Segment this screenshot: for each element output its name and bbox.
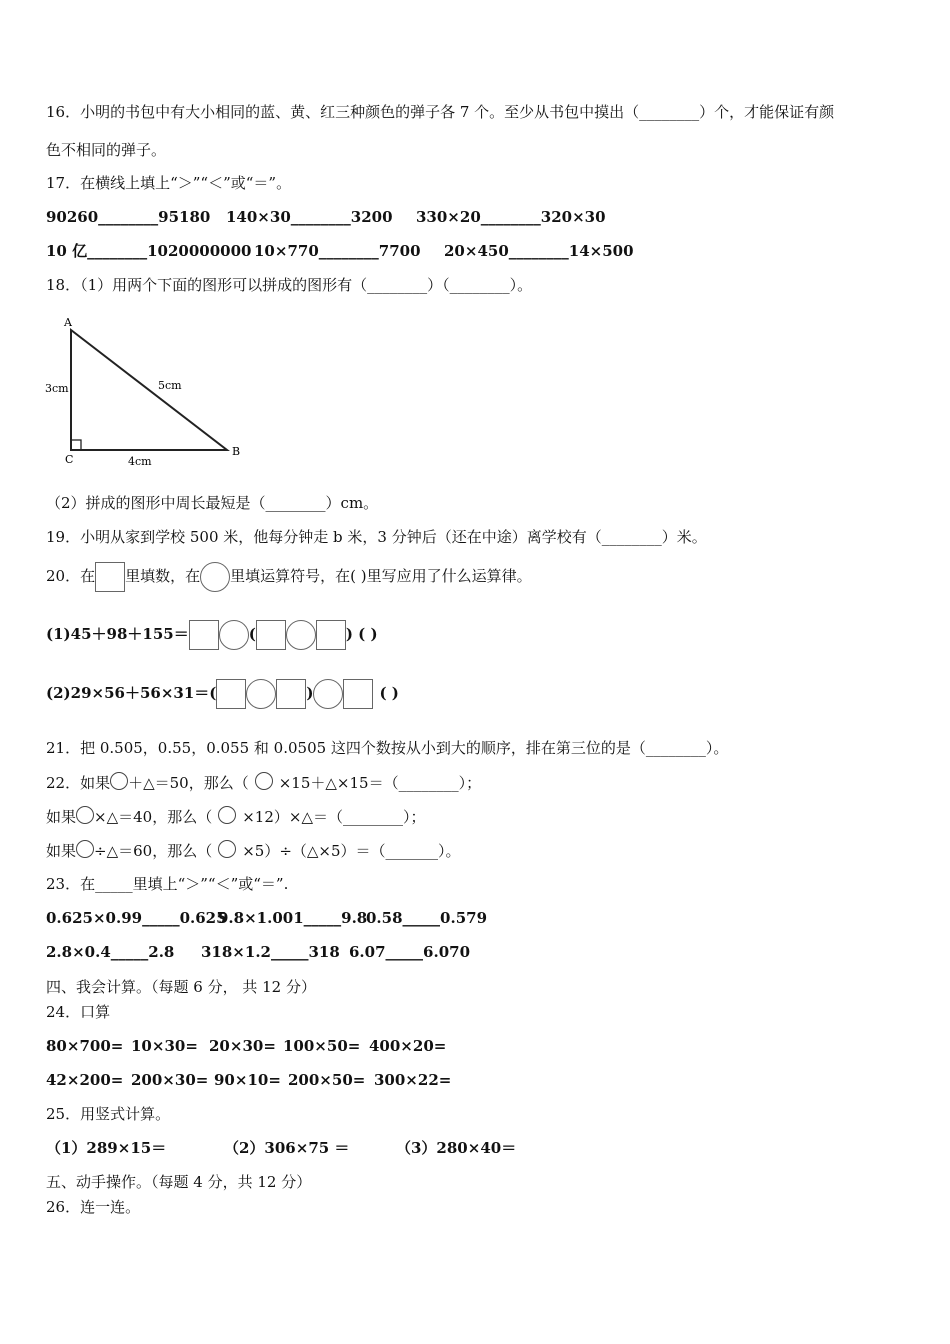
q20-p2-paren: ( ) [379, 684, 399, 702]
q17-item: 140×30________3200 [226, 208, 393, 226]
answer-box[interactable] [189, 620, 219, 650]
answer-box[interactable] [216, 679, 246, 709]
q22-l1b: ＋△＝50，那么（ [128, 774, 249, 792]
side-ab-label: 5cm [158, 379, 182, 392]
q23-title: 23．在_____里填上“＞”“＜”或“＝”. [46, 875, 289, 893]
q22-line3 [46, 840, 461, 861]
q23-item: 318×1.2_____318 [201, 943, 340, 961]
answer-box[interactable] [256, 620, 286, 650]
q20-p2-close: ) [306, 684, 314, 702]
operator-circle[interactable] [200, 562, 230, 592]
q20-title-b: 里填数，在 [125, 567, 201, 585]
section-4-heading: 四、我会计算。（每题 6 分， 共 12 分） [46, 978, 316, 996]
q20-part2 [46, 675, 399, 711]
side-cb-label: 4cm [128, 455, 152, 468]
q16-line1: 16．小明的书包中有大小相同的蓝、黄、红三种颜色的弹子各 7 个。至少从书包中摸出（________）个，才能保证有颜 [46, 103, 835, 121]
q20-p2-label: (2)29×56＋56×31＝( [46, 684, 217, 702]
circle-symbol [76, 840, 94, 858]
q24-item: 80×700= [46, 1037, 124, 1055]
vertex-c-label: C [65, 453, 74, 466]
q24-item: 300×22= [374, 1071, 452, 1089]
q25-item: （2）306×75 ＝ [224, 1139, 350, 1157]
answer-box[interactable] [343, 679, 373, 709]
operator-circle[interactable] [286, 620, 316, 650]
q23-row2 [46, 942, 470, 962]
q23-item: 6.07_____6.070 [349, 943, 471, 961]
section-5-heading: 五、动手操作。（每题 4 分，共 12 分） [46, 1173, 312, 1191]
q21: 21．把 0.505，0.55，0.055 和 0.0505 这四个数按从小到大的顺序，排在第三位的是（________）。 [46, 739, 729, 757]
circle-symbol [76, 806, 94, 824]
q24-item: 20×30= [209, 1037, 276, 1055]
q22-l3c: ×5）÷（△×5）＝（_______）。 [242, 842, 461, 860]
operator-circle[interactable] [313, 679, 343, 709]
right-angle-mark [71, 440, 81, 450]
q20-title [46, 560, 532, 592]
q25-item: （3）280×40＝ [396, 1139, 517, 1157]
q16-line2: 色不相同的弹子。 [46, 141, 167, 159]
q17-item: 10×770________7700 [254, 242, 421, 260]
triangle-shape [71, 330, 227, 450]
q23-row1 [46, 908, 487, 928]
q17-item: 20×450________14×500 [444, 242, 634, 260]
operator-circle[interactable] [246, 679, 276, 709]
circle-symbol [110, 772, 128, 790]
q24-item: 90×10= [214, 1071, 281, 1089]
q25-item: （1）289×15＝ [46, 1139, 167, 1157]
circle-symbol [218, 806, 236, 824]
answer-box[interactable] [95, 562, 125, 592]
q22-line2 [46, 806, 425, 827]
q22-l3a: 如果 [46, 842, 77, 860]
q26: 26．连一连。 [46, 1198, 141, 1216]
q24-row1 [46, 1036, 446, 1056]
side-ac-label: 3cm [45, 382, 69, 395]
q24-title: 24．口算 [46, 1003, 111, 1021]
q17-row1 [46, 207, 606, 227]
q18-part1: 18．（1）用两个下面的图形可以拼成的图形有（________）（________）。 [46, 276, 533, 294]
right-triangle-figure [40, 310, 260, 470]
q20-title-a: 20．在 [46, 567, 96, 585]
q24-item: 200×30= [131, 1071, 209, 1089]
q22-l2a: 如果 [46, 808, 77, 826]
q24-item: 200×50= [288, 1071, 366, 1089]
circle-symbol [255, 772, 273, 790]
q20-p1-close: ) ( ) [345, 625, 378, 643]
q24-item: 400×20= [369, 1037, 447, 1055]
answer-box[interactable] [276, 679, 306, 709]
q20-p1-open: ( [248, 625, 256, 643]
q20-part1 [46, 617, 378, 651]
vertex-a-label: A [64, 316, 72, 329]
q18-part2: （2）拼成的图形中周长最短是（________）cm。 [46, 494, 379, 512]
q20-p1-label: (1)45＋98＋155＝ [46, 625, 189, 643]
circle-symbol [218, 840, 236, 858]
q17-item: 330×20________320×30 [416, 208, 606, 226]
q24-item: 10×30= [131, 1037, 198, 1055]
q17-item: 90260________95180 [46, 208, 211, 226]
q23-item: 9.8×1.001_____9.8 [218, 909, 368, 927]
q22-l1a: 22．如果 [46, 774, 111, 792]
q24-item: 100×50= [283, 1037, 361, 1055]
q23-item: 0.625×0.99_____0.625 [46, 909, 227, 927]
q23-item: 2.8×0.4_____2.8 [46, 943, 175, 961]
q17-item: 10 亿________1020000000 [46, 242, 252, 260]
q22-l2b: ×△＝40，那么（ [94, 808, 213, 826]
q22-l2c: ×12）×△＝（________）； [242, 808, 426, 826]
q23-item: 0.58_____0.579 [366, 909, 488, 927]
q22-l1c: ×15＋△×15＝（________）； [278, 774, 482, 792]
q25-items [46, 1138, 516, 1158]
q24-item: 42×200= [46, 1071, 124, 1089]
q22-l3b: ÷△＝60，那么（ [94, 842, 213, 860]
q17-title: 17．在横线上填上“＞”“＜”或“＝”。 [46, 174, 292, 192]
q25-title: 25．用竖式计算。 [46, 1105, 171, 1123]
q20-title-c: 里填运算符号，在( )里写应用了什么运算律。 [230, 567, 532, 585]
operator-circle[interactable] [219, 620, 249, 650]
q17-row2 [46, 241, 634, 261]
answer-box[interactable] [316, 620, 346, 650]
q19: 19．小明从家到学校 500 米，他每分钟走 b 米，3 分钟后（还在中途）离学校有（________）米。 [46, 528, 707, 546]
q24-row2 [46, 1070, 451, 1090]
q22-line1 [46, 772, 481, 793]
vertex-b-label: B [232, 445, 241, 458]
